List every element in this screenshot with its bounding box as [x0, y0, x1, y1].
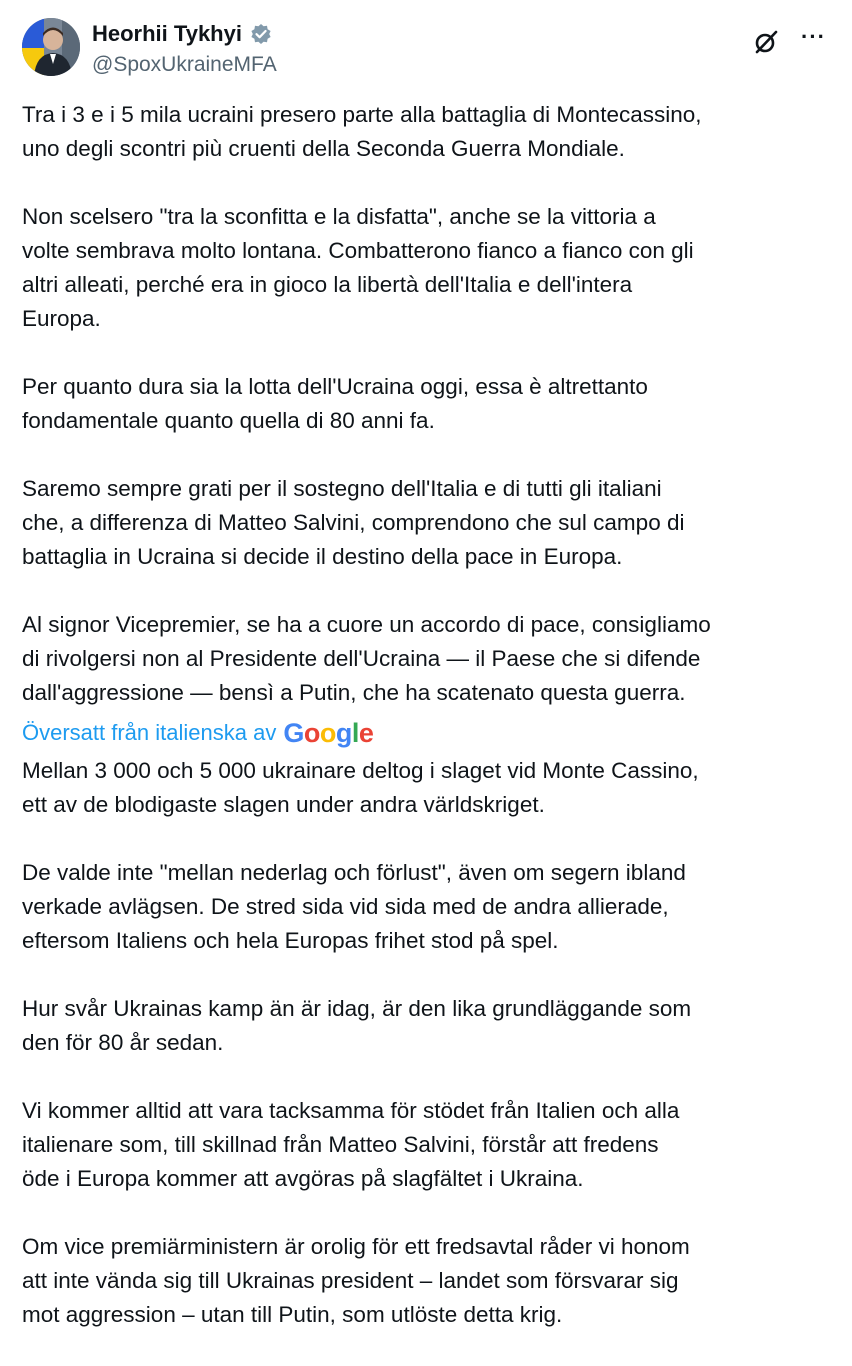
author-display-name[interactable]: Heorhii Tykhyi: [92, 21, 242, 46]
translated-paragraph: Mellan 3 000 och 5 000 ukrainare deltog i slaget vid Monte Cassino, ett av de blodigaste slagen under andra världskriget.: [22, 758, 699, 817]
tweet-header: [22, 18, 830, 82]
translated-paragraph: Hur svår Ukrainas kamp än är idag, är den lika grundläggande som den för 80 år sedan.: [22, 996, 692, 1055]
original-paragraph: Saremo sempre grati per il sostegno dell'Italia e di tutti gli italiani che, a differenza di Matteo Salvini, comprendono che sul campo di battaglia in Ucraina si decide il destino della pace in Europa.: [22, 476, 685, 569]
translation-attribution[interactable]: [22, 712, 834, 754]
avatar-image: [22, 18, 80, 76]
author-handle[interactable]: @SpoxUkraineMFA: [92, 53, 277, 76]
google-logo: Google: [283, 718, 374, 748]
more-options-icon[interactable]: ···: [801, 24, 826, 49]
translated-paragraph: Om vice premiärministern är orolig för ett fredsavtal råder vi honom att inte vända sig till Ukrainas president – landet som försvarar sig mot aggression – utan till Putin, som utlöste detta krig.: [22, 1234, 690, 1327]
author-names: [92, 20, 277, 79]
grok-slash-icon[interactable]: [752, 28, 780, 56]
original-paragraph: Per quanto dura sia la lotta dell'Ucraina oggi, essa è altrettanto fondamentale quanto quella di 80 anni fa.: [22, 374, 648, 433]
translated-paragraph: De valde inte "mellan nederlag och förlust", även om segern ibland verkade avlägsen. De stred sida vid sida med de andra allierade, eftersom Italiens och hela Europas frihet stod på spel.: [22, 860, 686, 953]
verified-badge-icon: [250, 23, 272, 45]
avatar[interactable]: [22, 18, 80, 76]
translated-paragraph: Vi kommer alltid att vara tacksamma för stödet från Italien och alla italienare som, till skillnad från Matteo Salvini, förstår att fredens öde i Europa kommer att avgöras på slagfältet i Ukraina.: [22, 1098, 680, 1191]
original-paragraph: Non scelsero "tra la sconfitta e la disfatta", anche se la vittoria a volte sembrava molto lontana. Combatterono fianco a fianco con gli altri alleati, perché era in gioco la libertà dell'Italia e dell'intera Europa.: [22, 204, 694, 331]
original-paragraph: Tra i 3 e i 5 mila ucraini presero parte alla battaglia di Montecassino, uno degli scontri più cruenti della Seconda Guerra Mondiale.: [22, 102, 702, 161]
translated-from-link[interactable]: Översatt från italienska av: [22, 720, 277, 745]
original-paragraph: Al signor Vicepremier, se ha a cuore un accordo di pace, consigliamo di rivolgersi non al Presidente dell'Ucraina — il Paese che si difende dall'aggressione — bensì a Putin, che ha scatenato questa guerra.: [22, 612, 711, 705]
tweet-text: [22, 98, 834, 1332]
